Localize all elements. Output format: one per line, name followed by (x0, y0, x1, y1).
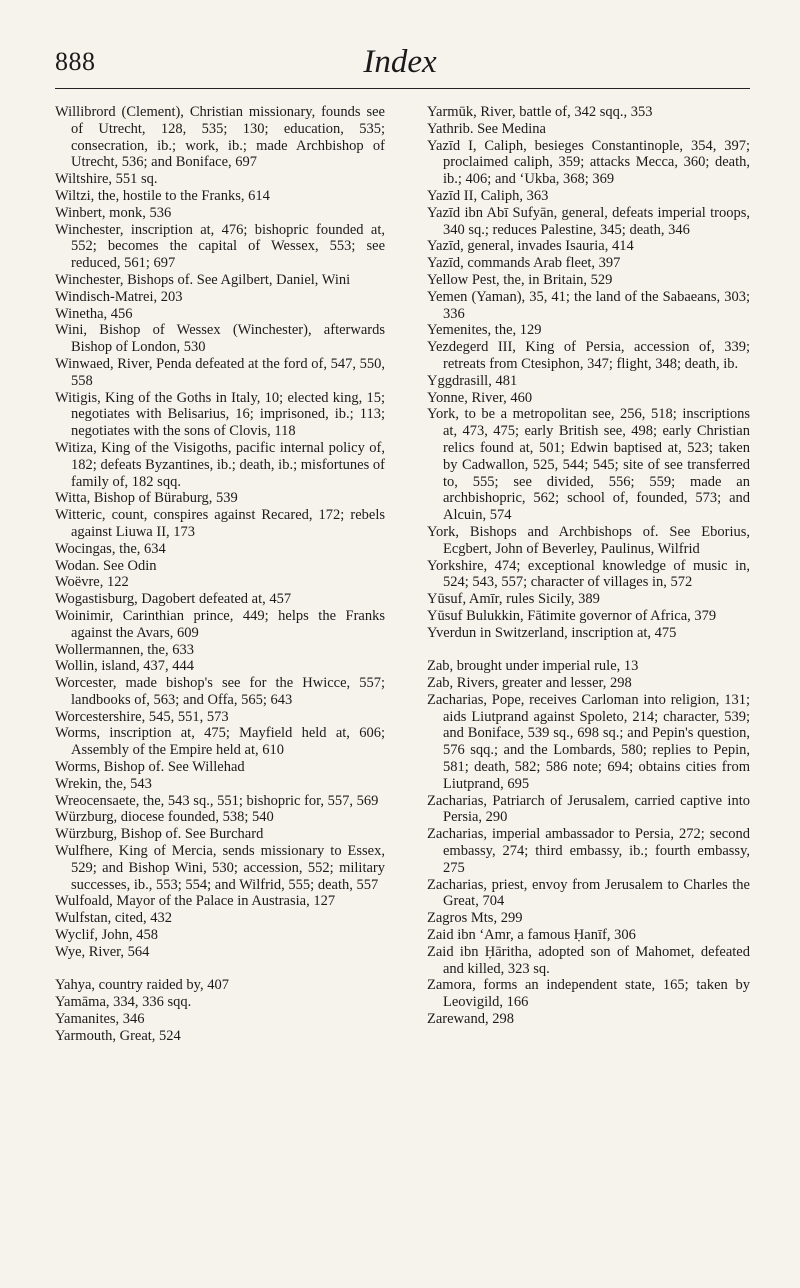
index-entry: Yarmouth, Great, 524 (55, 1027, 181, 1044)
index-entry: Winchester, Bishops of. See Agilbert, Daniel, Wini (55, 271, 351, 288)
index-entry: Worcester, made bishop's see for the Hwicce, 557; landbooks of, 563; and Offa, 565; 643 (55, 675, 385, 708)
index-entry: Witta, Bishop of Büraburg, 539 (55, 490, 238, 507)
index-entry: Wulfstan, cited, 432 (55, 910, 172, 927)
letter-section-gap (427, 642, 750, 659)
index-entry: Wreocensaete, the, 543 sq., 551; bishopric for, 557, 569 (55, 792, 379, 809)
index-entry: Wini, Bishop of Wessex (Winchester), afterwards Bishop of London, 530 (55, 322, 385, 356)
index-entry: Yahya, country raided by, 407 (55, 977, 229, 994)
index-entry: Yathrib. See Medina (427, 120, 546, 137)
index-entry: Würzburg, Bishop of. See Burchard (55, 826, 264, 843)
page-number: 888 (55, 47, 96, 76)
index-entry: Yazīd, commands Arab fleet, 397 (427, 255, 621, 272)
index-entry: Zacharias, Pope, receives Carloman into religion, 131; aids Liutprand against Spoleto, 214; character, 539; and Boniface, 539 sq., 698 sq.; and Pepin's question, 576 sqq.; and the Lombards, 580; replies to Pepin, 581; death, 582; 586 note; 694; obtains cities from Liutprand, 695 (427, 691, 750, 792)
index-entry: Winbert, monk, 536 (55, 204, 172, 221)
index-entry: Wodan. See Odin (55, 557, 157, 574)
index-entry: Yggdrasill, 481 (427, 372, 518, 389)
index-entry: Zagros Mts, 299 (427, 910, 523, 927)
index-entry: Zacharias, priest, envoy from Jerusalem to Charles the Great, 704 (427, 876, 750, 910)
index-entry: Yellow Pest, the, in Britain, 529 (427, 271, 613, 288)
index-entry: Wiltshire, 551 sq. (55, 171, 158, 188)
index-entry: Wiltzi, the, hostile to the Franks, 614 (55, 187, 270, 204)
index-entry: Yemenites, the, 129 (427, 322, 542, 339)
header-rule (55, 88, 750, 89)
index-entry: Yazīd I, Caliph, besieges Constantinople, 354, 397; proclaimed caliph, 359; attacks Mecca, 360; death, ib.; 406; and ‘Ukba, 368; 369 (427, 137, 750, 188)
index-entry: Willibrord (Clement), Christian missionary, founds see of Utrecht, 128, 535; 130; education, 535; consecration, ib.; work, ib.; made Archbishop of Utrecht, 536; and Boniface, 697 (55, 104, 385, 171)
index-entry: Yezdegerd III, King of Persia, accession of, 339; retreats from Ctesiphon, 347; flight, 348; death, ib. (427, 339, 750, 372)
index-entry: Winchester, inscription at, 476; bishopric founded at, 552; becomes the capital of Wessex, 553; see reduced, 561; 697 (55, 221, 385, 272)
index-entry: Yverdun in Switzerland, inscription at, 475 (427, 624, 677, 641)
index-entry: Winetha, 456 (55, 305, 133, 322)
index-entry: Yazīd ibn Abī Sufyān, general, defeats imperial troops, 340 sq.; reduces Palestine, 345; death, 346 (427, 204, 750, 238)
index-column-right (427, 104, 750, 1028)
index-entry: Worcestershire, 545, 551, 573 (55, 708, 229, 725)
index-entry: Wulfoald, Mayor of the Palace in Austrasia, 127 (55, 893, 336, 910)
index-entry: Witteric, count, conspires against Recared, 172; rebels against Liuwa II, 173 (55, 507, 385, 540)
index-entry: Zamora, forms an independent state, 165; taken by Leovigild, 166 (427, 977, 750, 1011)
index-entry: Winwaed, River, Penda defeated at the ford of, 547, 550, 558 (55, 355, 385, 389)
index-column-left (55, 104, 385, 1045)
index-entry: Yūsuf, Amīr, rules Sicily, 389 (427, 591, 600, 608)
index-entry: Wrekin, the, 543 (55, 775, 152, 792)
index-entry: Wogastisburg, Dagobert defeated at, 457 (55, 591, 292, 608)
page-title: Index (363, 44, 437, 80)
index-entry: Wollermannen, the, 633 (55, 641, 194, 658)
index-entry: Wocingas, the, 634 (55, 540, 166, 557)
index-entry: Zaid ibn Ḥāritha, adopted son of Mahomet, defeated and killed, 323 sq. (427, 943, 750, 977)
index-entry: Woinimir, Carinthian prince, 449; helps the Franks against the Avars, 609 (55, 607, 385, 641)
letter-section-gap (55, 961, 385, 978)
index-entry: Wollin, island, 437, 444 (55, 658, 194, 675)
index-entry: Yemen (Yaman), 35, 41; the land of the Sabaeans, 303; 336 (427, 288, 750, 322)
index-entry: Worms, inscription at, 475; Mayfield held at, 606; Assembly of the Empire held at, 610 (55, 725, 385, 759)
index-entry: Yorkshire, 474; exceptional knowledge of music in, 524; 543, 557; character of villages in, 572 (427, 557, 750, 591)
index-entry: Zaid ibn ‘Amr, a famous Ḥanīf, 306 (427, 927, 636, 944)
index-entry: Yarmūk, River, battle of, 342 sqq., 353 (427, 104, 653, 120)
index-entry: Zab, brought under imperial rule, 13 (427, 658, 639, 675)
index-entry: York, to be a metropolitan see, 256, 518; inscriptions at, 473, 475; early British see, 498; early Christian relics found at, 501; Edwin baptised at, 523; taken by Cadwallon, 525, 544; 545; site of see transferred to, 555; see divided, 556; 559; made an archbishopric, 562; school of, founded, 573; and Alcuin, 574 (427, 406, 750, 524)
index-entry: Zacharias, Patriarch of Jerusalem, carried captive into Persia, 290 (427, 792, 750, 826)
index-entry: Wulfhere, King of Mercia, sends missionary to Essex, 529; and Bishop Wini, 530; accession, 552; military successes, ib., 553; 554; and Wilfrid, 555; death, 557 (55, 843, 385, 893)
index-entry: Zab, Rivers, greater and lesser, 298 (427, 675, 632, 692)
index-entry: Wye, River, 564 (55, 943, 150, 960)
index-entry: Windisch-Matrei, 203 (55, 288, 183, 305)
index-entry: Yūsuf Bulukkin, Fātimite governor of Africa, 379 (427, 607, 717, 624)
index-entry: Würzburg, diocese founded, 538; 540 (55, 809, 274, 826)
index-entry: Witigis, King of the Goths in Italy, 10; elected king, 15; negotiates with Belisarius, 16; imprisoned, ib.; 113; negotiates with the sons of Clovis, 118 (55, 389, 385, 440)
index-entry: York, Bishops and Archbishops of. See Eborius, Ecgbert, John of Beverley, Paulinus, Wilfrid (427, 523, 750, 557)
index-entry: Wyclif, John, 458 (55, 927, 159, 944)
index-entry: Witiza, King of the Visigoths, pacific internal policy of, 182; defeats Byzantines, ib.; death, ib.; misfortunes of family of, 182 sqq. (55, 439, 385, 490)
index-entry: Yamanites, 346 (55, 1011, 145, 1028)
index-entry: Yonne, River, 460 (427, 389, 533, 406)
index-entry: Zarewand, 298 (427, 1011, 514, 1028)
index-entry: Worms, Bishop of. See Willehad (55, 759, 245, 776)
index-entry: Zacharias, imperial ambassador to Persia, 272; second embassy, 274; third embassy, ib.; fourth embassy, 275 (427, 826, 750, 876)
index-entry: Yazīd II, Caliph, 363 (427, 187, 549, 204)
index-entry: Yamāma, 334, 336 sqq. (55, 994, 192, 1011)
index-entry: Woëvre, 122 (55, 574, 129, 591)
index-entry: Yazīd, general, invades Isauria, 414 (427, 238, 634, 255)
